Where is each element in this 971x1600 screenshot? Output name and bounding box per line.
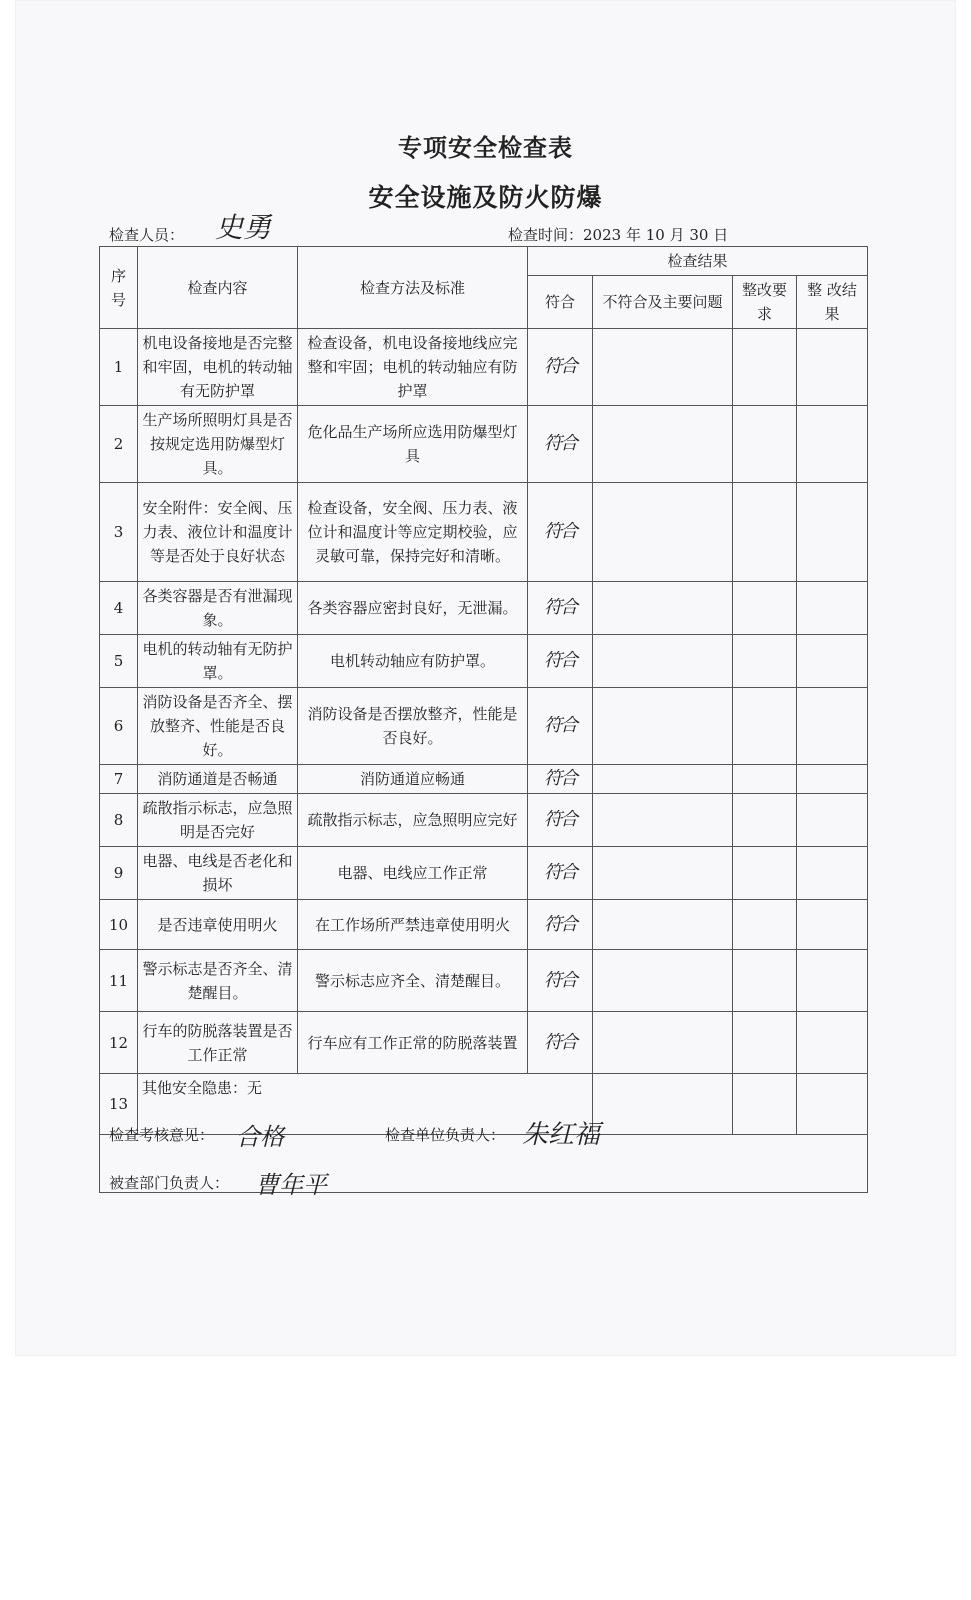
row-conform-signature: 符合 [528,688,593,765]
header-result: 检查结果 [528,247,868,276]
table-row [100,794,868,847]
row-no: 4 [100,582,138,635]
header-rectify-requirement: 整改要求 [733,276,797,329]
row-method: 在工作场所严禁违章使用明火 [298,900,528,950]
row-rectify-req [733,329,797,406]
document-subtitle: 安全设施及防火防爆 [368,183,603,212]
row-rectify-res [797,794,868,847]
table-row [100,688,868,765]
document-title: 专项安全检查表 [398,133,573,162]
row-content: 电器、电线是否老化和损坏 [138,847,298,900]
row-nonconform [593,900,733,950]
row-no: 10 [100,900,138,950]
review-opinion-label: 检查考核意见： [109,1126,215,1144]
row-rectify-res [797,688,868,765]
row-nonconform [593,635,733,688]
row-nonconform [593,794,733,847]
time-label: 检查时间： [508,226,584,244]
row-nonconform [593,582,733,635]
row-method: 各类容器应密封良好，无泄漏。 [298,582,528,635]
row-content: 机电设备接地是否完整和牢固，电机的转动轴有无防护罩 [138,329,298,406]
row-nonconform [593,688,733,765]
row-nonconform [593,765,733,794]
row-nonconform [593,329,733,406]
inspector-field [109,224,184,245]
row-conform-signature: 符合 [528,794,593,847]
time-value: 2023 年 10 月 30 日 [583,226,729,244]
row-content: 电机的转动轴有无防护罩。 [138,635,298,688]
inspection-time-field [508,224,728,245]
row-rectify-req [733,794,797,847]
row-no: 8 [100,794,138,847]
row-content: 各类容器是否有泄漏现象。 [138,582,298,635]
row-rectify-res [797,765,868,794]
unit-head-signature: 朱红福 [522,1120,601,1150]
table-row [100,950,868,1012]
row-content: 疏散指示标志，应急照明是否完好 [138,794,298,847]
row-nonconform [593,406,733,483]
row-rectify-req [733,765,797,794]
row-rectify-res [797,847,868,900]
row-rectify-req [733,900,797,950]
row-rectify-res [797,950,868,1012]
header-rectify-result: 整 改结果 [797,276,868,329]
row-nonconform [593,483,733,582]
row-nonconform [593,1012,733,1074]
row-rectify-res [797,635,868,688]
row-method: 行车应有工作正常的防脱落装置 [298,1012,528,1074]
row-rectify-res [797,900,868,950]
header-nonconform: 不符合及主要问题 [593,276,733,329]
row-method: 检查设备，安全阀、压力表、液位计和温度计等应定期校验，应灵敏可靠，保持完好和清晰。 [298,483,528,582]
row-conform-signature: 符合 [528,847,593,900]
header-method: 检查方法及标准 [298,247,528,329]
header-content: 检查内容 [138,247,298,329]
row-content: 消防设备是否齐全、摆放整齐、性能是否良好。 [138,688,298,765]
row-conform-signature: 符合 [528,765,593,794]
row-method: 危化品生产场所应选用防爆型灯具 [298,406,528,483]
row-rectify-res [797,329,868,406]
row-rectify-req [733,847,797,900]
row-rectify-res [797,1012,868,1074]
row-method: 电机转动轴应有防护罩。 [298,635,528,688]
row-no: 11 [100,950,138,1012]
row-rectify-res [797,406,868,483]
row-method: 消防设备是否摆放整齐，性能是否良好。 [298,688,528,765]
row-rectify-req [733,582,797,635]
row-no: 6 [100,688,138,765]
row-content: 行车的防脱落装置是否工作正常 [138,1012,298,1074]
table-row [100,582,868,635]
header-conform: 符合 [528,276,593,329]
table-row [100,847,868,900]
row-rectify-req [733,1012,797,1074]
row-no: 13 [100,1074,138,1135]
row-conform-signature: 符合 [528,329,593,406]
row-no: 1 [100,329,138,406]
unit-head-label: 检查单位负责人： [385,1126,506,1144]
row-conform-signature: 符合 [528,635,593,688]
row-conform-signature: 符合 [528,900,593,950]
row-conform-signature: 符合 [528,483,593,582]
row-rectify-res [797,582,868,635]
row-method: 检查设备，机电设备接地线应完整和牢固；电机的转动轴应有防护罩 [298,329,528,406]
row-content: 消防通道是否畅通 [138,765,298,794]
table-row [100,406,868,483]
row-rectify-req [733,635,797,688]
row-conform-signature: 符合 [528,1012,593,1074]
row-method: 警示标志应齐全、清楚醒目。 [298,950,528,1012]
other-hazards-text: 其他安全隐患：无 [138,1074,593,1135]
table-row [100,635,868,688]
row-rectify-req [733,688,797,765]
dept-head-signature: 曹年平 [255,1171,327,1199]
row-nonconform [593,950,733,1012]
inspector-label: 检查人员： [109,226,185,244]
header-no: 序号 [100,247,138,329]
inspection-table [99,246,868,1135]
header-row [100,247,868,276]
row-content: 警示标志是否齐全、清楚醒目。 [138,950,298,1012]
row-content: 安全附件：安全阀、压力表、液位计和温度计等是否处于良好状态 [138,483,298,582]
dept-head-label: 被查部门负责人： [109,1174,230,1192]
row-method: 疏散指示标志，应急照明应完好 [298,794,528,847]
table-row [100,900,868,950]
row-nonconform [593,847,733,900]
row-no: 9 [100,847,138,900]
row-rectify-req [733,950,797,1012]
row-rectify-req [733,406,797,483]
row-no: 7 [100,765,138,794]
row-method: 消防通道应畅通 [298,765,528,794]
row-rectify-res [797,483,868,582]
table-row [100,483,868,582]
row-method: 电器、电线应工作正常 [298,847,528,900]
row-no: 5 [100,635,138,688]
row-conform-signature: 符合 [528,582,593,635]
row-content: 生产场所照明灯具是否按规定选用防爆型灯具。 [138,406,298,483]
row-content: 是否违章使用明火 [138,900,298,950]
row-no: 12 [100,1012,138,1074]
row-no: 2 [100,406,138,483]
table-row [100,1012,868,1074]
inspector-signature: 史勇 [215,211,272,244]
table-row [100,329,868,406]
review-opinion-signature: 合格 [236,1123,284,1151]
table-row [100,765,868,794]
row-conform-signature: 符合 [528,406,593,483]
row-conform-signature: 符合 [528,950,593,1012]
row-no: 3 [100,483,138,582]
row-rectify-req [733,483,797,582]
